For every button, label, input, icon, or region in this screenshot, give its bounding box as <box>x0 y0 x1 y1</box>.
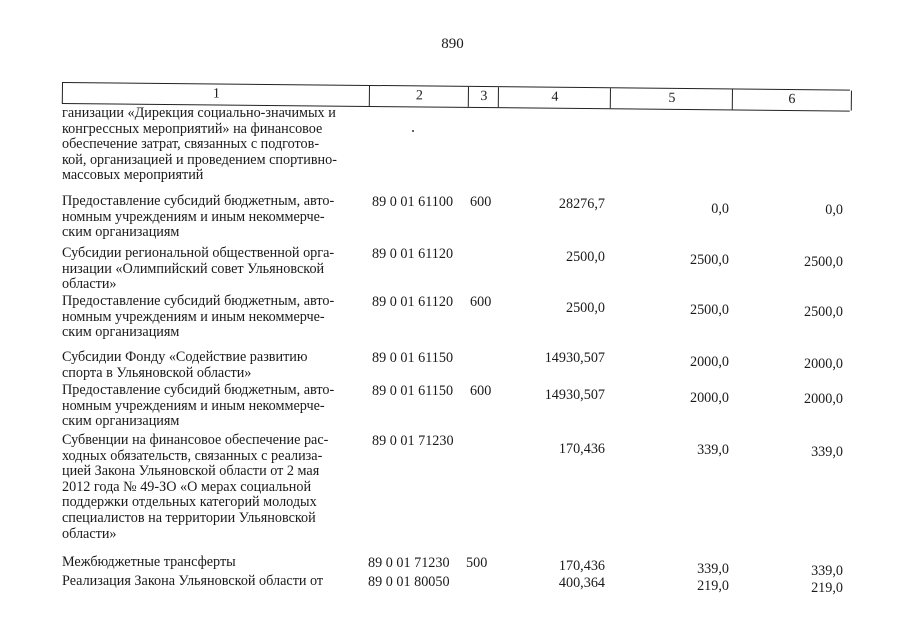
row-code: 89 0 01 61120 <box>372 246 454 262</box>
row-value-6: 2000,0 <box>803 391 843 407</box>
row-value-5: 2500,0 <box>689 252 729 268</box>
row-expense-type: 500 <box>466 555 488 571</box>
row-value-4: 170,436 <box>558 558 605 574</box>
column-header-6: 6 <box>732 89 852 110</box>
row-expense-type: 600 <box>470 383 492 399</box>
row-value-5: 2000,0 <box>689 390 729 406</box>
row-code: 89 0 01 61150 <box>372 350 454 366</box>
column-header-2: 2 <box>369 86 469 107</box>
column-header-4: 4 <box>498 87 611 108</box>
row-value-4: 28276,7 <box>558 196 605 212</box>
row-expense-type: 600 <box>470 194 492 210</box>
row-value-5: 2500,0 <box>689 302 729 318</box>
row-value-4: 400,364 <box>558 575 605 591</box>
row-value-6: 2000,0 <box>803 356 843 372</box>
row-code: 89 0 01 80050 <box>368 574 450 590</box>
row-value-4: 170,436 <box>558 441 605 457</box>
row-value-4: 2500,0 <box>565 249 605 265</box>
row-name: Предоставление субсидий бюджетным, авто- номным учреждениям и иным некоммерче- ским организациям <box>62 293 335 341</box>
column-header-1: 1 <box>62 83 370 106</box>
row-value-5: 339,0 <box>697 442 729 458</box>
column-header-3: 3 <box>468 87 499 107</box>
row-name: Субсидии Фонду «Содействие развитию спорта в Ульяновской области» <box>62 349 308 381</box>
row-expense-type: 600 <box>470 294 492 310</box>
row-value-5: 0,0 <box>711 201 729 217</box>
row-name: Субсидии региональной общественной орга- низации «Олимпийский совет Ульяновской области» <box>62 245 335 293</box>
page-number: 890 <box>441 36 464 52</box>
row-value-4: 14930,507 <box>544 350 605 366</box>
column-header-5: 5 <box>610 88 733 109</box>
row-value-6: 2500,0 <box>803 304 843 320</box>
row-value-6: 339,0 <box>811 563 843 579</box>
row-name: Субвенции на финансовое обеспечение рас- ходных обязательств, связанных с реализа- цией Закона Ульяновской области от 2 мая 2012 года № 49-ЗО «О мерах социальной поддержки отдельных категорий молодых специалистов на территории Ульяновской области» <box>62 432 329 542</box>
scan-speck <box>412 130 414 132</box>
row-name: Межбюджетные трансферты <box>62 554 236 570</box>
row-value-6: 2500,0 <box>803 254 843 270</box>
row-value-5: 2000,0 <box>689 354 729 370</box>
row-code: 89 0 01 61100 <box>372 194 454 210</box>
row-name: ганизации «Дирекция социально-значимых и конгрессных мероприятий» на финансовое обеспечение затрат, связанных с подготов- кой, организацией и проведением спортивно- массовых мероприятий <box>62 105 337 184</box>
row-value-6: 339,0 <box>811 444 843 460</box>
row-value-6: 219,0 <box>811 580 843 596</box>
row-value-4: 2500,0 <box>565 300 605 316</box>
row-code: 89 0 01 71230 <box>372 433 454 449</box>
row-value-5: 339,0 <box>697 561 729 577</box>
row-value-6: 0,0 <box>825 202 843 218</box>
row-code: 89 0 01 61150 <box>372 383 454 399</box>
row-name: Предоставление субсидий бюджетным, авто- номным учреждениям и иным некоммерче- ским организациям <box>62 382 335 430</box>
row-code: 89 0 01 61120 <box>372 294 454 310</box>
row-name: Реализация Закона Ульяновской области от <box>62 573 324 589</box>
row-value-4: 14930,507 <box>544 387 605 403</box>
row-code: 89 0 01 71230 <box>368 555 450 571</box>
row-name: Предоставление субсидий бюджетным, авто- номным учреждениям и иным некоммерче- ским организациям <box>62 193 335 241</box>
row-value-5: 219,0 <box>697 578 729 594</box>
